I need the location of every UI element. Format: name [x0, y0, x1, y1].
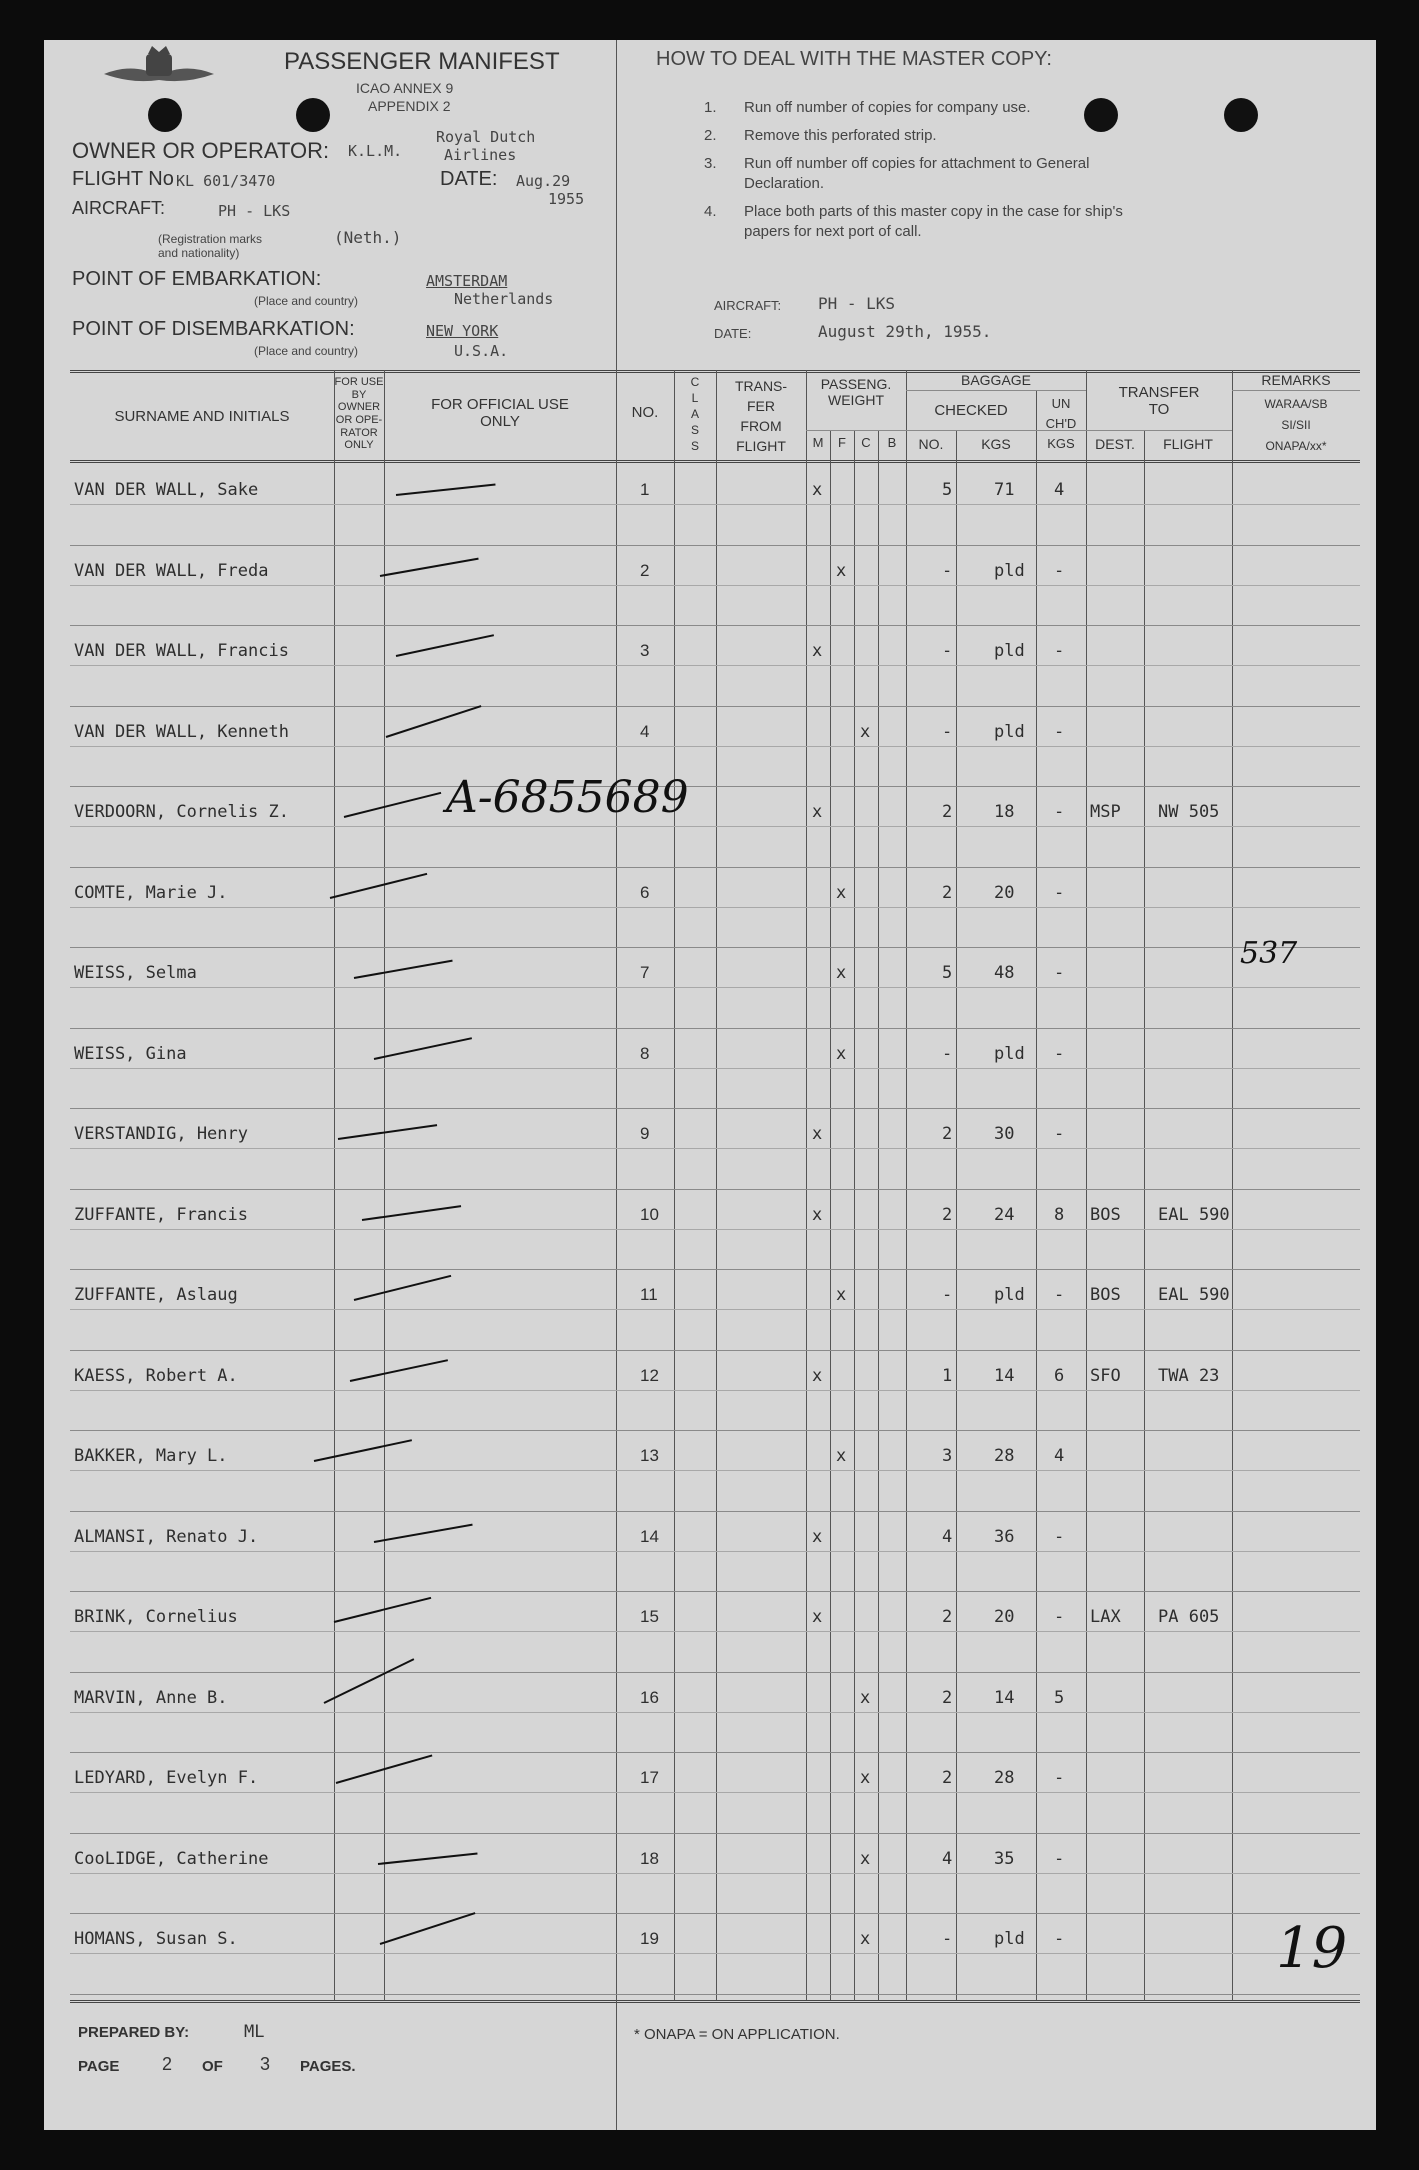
- operator-label: OWNER OR OPERATOR:: [72, 138, 330, 163]
- unchecked-kgs: -: [1054, 1607, 1065, 1627]
- baggage-count: 4: [942, 1526, 953, 1547]
- aircraft-nationality: (Neth.): [334, 228, 402, 247]
- operator-value: K.L.M.: [348, 142, 403, 160]
- passenger-number: 16: [640, 1687, 659, 1707]
- baggage-kgs: 14: [994, 1365, 1015, 1386]
- operator-value-3: Airlines: [444, 146, 517, 164]
- passenger-name: CooLIDGE, Catherine: [74, 1848, 269, 1869]
- row-divider: [70, 1752, 1360, 1753]
- unchecked-kgs: -: [1054, 963, 1065, 983]
- col-header-bag-no: NO.: [918, 436, 944, 452]
- prepared-by-value: ML: [244, 2022, 265, 2042]
- unchecked-kgs: 4: [1054, 480, 1065, 500]
- page-of-value: 3: [260, 2054, 271, 2074]
- passenger-count-annotation: 19: [1276, 1916, 1348, 1981]
- row-subdivider: [70, 1068, 1360, 1069]
- unchecked-kgs: 5: [1054, 1687, 1065, 1708]
- transfer-flight: PA 605: [1158, 1607, 1220, 1627]
- unchecked-kgs: 8: [1054, 1204, 1065, 1225]
- flight-label: FLIGHT No: [72, 168, 174, 190]
- official-initial-mark: [354, 1275, 452, 1301]
- appendix-label: APPENDIX 2: [368, 98, 451, 114]
- weight-c: x: [860, 1848, 871, 1869]
- weight-m: x: [812, 1365, 823, 1386]
- row-divider: [70, 1511, 1360, 1512]
- row-subdivider: [70, 987, 1360, 988]
- baggage-kgs: 14: [994, 1687, 1015, 1708]
- col-header-remarks: REMARKS: [1261, 372, 1331, 388]
- date-year: 1955: [548, 190, 585, 208]
- header-divider: [616, 40, 617, 350]
- official-initial-mark: [334, 1597, 432, 1623]
- baggage-kgs: 71: [994, 480, 1015, 500]
- table-top-rule: [70, 370, 1360, 373]
- row-subdivider: [70, 1631, 1360, 1632]
- unchecked-kgs: -: [1054, 1526, 1065, 1547]
- baggage-kgs: 20: [994, 882, 1015, 903]
- passenger-name: WEISS, Gina: [74, 1043, 187, 1064]
- baggage-count: 3: [942, 1446, 953, 1466]
- col-divider-remarks: [1232, 370, 1233, 2000]
- passenger-number: 4: [640, 721, 650, 741]
- official-initial-mark: [330, 872, 428, 898]
- official-initial-mark: [362, 1205, 461, 1221]
- official-initial-mark: [396, 634, 494, 657]
- col-header-kgs: KGS: [981, 436, 1011, 452]
- row-divider: [70, 625, 1360, 626]
- baggage-count: -: [942, 721, 953, 742]
- baggage-count: 2: [942, 882, 953, 903]
- transfer-dest: BOS: [1090, 1204, 1121, 1225]
- baggage-count: 2: [942, 1607, 953, 1627]
- flight-value: KL 601/3470: [176, 172, 276, 190]
- row-divider: [70, 1108, 1360, 1109]
- row-divider: [70, 947, 1360, 948]
- remarks-subrule: [1232, 390, 1360, 391]
- weight-m: x: [812, 802, 823, 822]
- baggage-count: -: [942, 1929, 953, 1949]
- klm-crown-logo: [94, 44, 224, 104]
- col-divider-unchd: [1036, 390, 1037, 2000]
- row-subdivider: [70, 1148, 1360, 1149]
- official-initial-mark: [386, 705, 482, 738]
- row-subdivider: [70, 907, 1360, 908]
- row-subdivider: [70, 1792, 1360, 1793]
- unchecked-kgs: -: [1054, 882, 1065, 903]
- unchecked-kgs: 6: [1054, 1365, 1065, 1386]
- row-divider: [70, 786, 1360, 787]
- form-title: PASSENGER MANIFEST: [284, 48, 560, 75]
- col-header-flight: FLIGHT: [1163, 436, 1213, 452]
- passenger-number: 9: [640, 1124, 650, 1143]
- baggage-kgs: 30: [994, 1124, 1015, 1144]
- col-header-class: C L A S S: [690, 375, 700, 453]
- unchecked-kgs: -: [1054, 1285, 1065, 1305]
- operator-value-2: Royal Dutch: [436, 128, 536, 146]
- row-divider: [70, 1833, 1360, 1834]
- instruction-1: 1. Run off number of copies for company use.: [704, 99, 1031, 116]
- col-header-no: NO.: [631, 404, 659, 421]
- official-initial-mark: [380, 557, 479, 576]
- embark-country: Netherlands: [454, 290, 554, 308]
- weight-c: x: [860, 1929, 871, 1949]
- unchecked-kgs: -: [1054, 641, 1065, 661]
- row-divider: [70, 1350, 1360, 1351]
- row-subdivider: [70, 1712, 1360, 1713]
- baggage-kgs: 48: [994, 963, 1015, 983]
- baggage-kgs: 18: [994, 802, 1015, 822]
- col-header-unchd: UN CH'D KGS: [1045, 396, 1077, 451]
- row-divider: [70, 867, 1360, 868]
- page-of-label: OF: [202, 2058, 223, 2075]
- passenger-number: 3: [640, 641, 650, 660]
- unchecked-kgs: -: [1054, 721, 1065, 742]
- official-initial-mark: [314, 1439, 412, 1462]
- official-initial-mark: [354, 960, 453, 979]
- table-bottom-rule: [70, 2000, 1360, 2003]
- weight-m: x: [812, 641, 823, 661]
- col-header-official: FOR OFFICIAL USE ONLY: [431, 396, 569, 431]
- instructions-title: HOW TO DEAL WITH THE MASTER COPY:: [656, 48, 1052, 70]
- prepared-by-label: PREPARED BY:: [78, 2024, 190, 2041]
- table-header-rule: [70, 460, 1360, 463]
- official-initial-mark: [378, 1852, 478, 1864]
- transfer-dest: MSP: [1090, 802, 1121, 822]
- embark-place-note: (Place and country): [254, 294, 359, 308]
- col-header-baggage: BAGGAGE: [960, 372, 1032, 388]
- manifest-document: [44, 40, 1376, 2130]
- baggage-count: -: [942, 1285, 953, 1305]
- col-divider-transfer-from: [716, 370, 717, 2000]
- weight-f: x: [836, 1446, 847, 1466]
- instruction-3: 3. Run off number off copies for attachment to General: [704, 155, 1090, 172]
- official-initial-mark: [380, 1912, 476, 1945]
- instruction-4-cont: papers for next port of call.: [744, 223, 922, 240]
- weight-m: x: [812, 1124, 823, 1144]
- weight-f: x: [836, 882, 847, 903]
- unchecked-kgs: -: [1054, 560, 1065, 581]
- baggage-kgs: 36: [994, 1526, 1015, 1547]
- baggage-kgs: pld: [994, 641, 1025, 661]
- row-divider: [70, 1672, 1360, 1673]
- col-divider-passeng: [806, 370, 807, 2000]
- official-initial-mark: [344, 792, 442, 818]
- disembark-place-note: (Place and country): [254, 344, 359, 358]
- col-header-foruse: FOR USE BY OWNER OR OPE- RATOR ONLY: [334, 376, 384, 452]
- row-divider: [70, 1430, 1360, 1431]
- page-label: PAGE: [78, 2058, 120, 2075]
- baggage-kgs: 28: [994, 1446, 1015, 1466]
- baggage-count: 5: [942, 480, 953, 500]
- col-header-dest: DEST.: [1095, 436, 1135, 452]
- passenger-name: KAESS, Robert A.: [74, 1365, 238, 1386]
- col-header-b: B: [887, 435, 897, 450]
- row-subdivider: [70, 1953, 1360, 1954]
- aircraft-label: AIRCRAFT:: [72, 198, 166, 218]
- transfer-flight: EAL 590: [1158, 1285, 1230, 1305]
- row-subdivider: [70, 1309, 1360, 1310]
- passenger-name: LEDYARD, Evelyn F.: [74, 1768, 259, 1788]
- registration-note-2: and nationality): [158, 246, 240, 260]
- baggage-count: -: [942, 641, 953, 661]
- official-initial-mark: [374, 1523, 473, 1542]
- weight-c: x: [860, 721, 871, 742]
- transfer-dest: LAX: [1090, 1607, 1121, 1627]
- passenger-number: 13: [640, 1446, 659, 1465]
- passenger-name: ALMANSI, Renato J.: [74, 1526, 259, 1547]
- unchecked-kgs: -: [1054, 1124, 1065, 1144]
- passenger-number: 15: [640, 1607, 659, 1626]
- col-divider-official: [384, 370, 385, 2000]
- onapa-note: * ONAPA = ON APPLICATION.: [634, 2026, 840, 2043]
- official-initial-mark: [374, 1037, 472, 1060]
- baggage-kgs: pld: [994, 560, 1025, 581]
- row-subdivider: [70, 746, 1360, 747]
- weight-f: x: [836, 963, 847, 983]
- row-subdivider: [70, 1873, 1360, 1874]
- official-initial-mark: [396, 484, 496, 496]
- transfer-flight: NW 505: [1158, 802, 1220, 822]
- passenger-name: WEISS, Selma: [74, 963, 197, 983]
- passenger-number: 1: [640, 480, 650, 499]
- baggage-kgs: pld: [994, 721, 1025, 742]
- row-divider: [70, 545, 1360, 546]
- row-divider: [70, 1028, 1360, 1029]
- instr-aircraft-value: PH - LKS: [818, 294, 896, 313]
- passenger-name: BAKKER, Mary L.: [74, 1446, 228, 1466]
- baggage-kgs: pld: [994, 1929, 1025, 1949]
- unchecked-kgs: -: [1054, 1929, 1065, 1949]
- passenger-number: 14: [640, 1526, 659, 1546]
- page-value: 2: [162, 2054, 173, 2074]
- aircraft-value: PH - LKS: [218, 202, 291, 220]
- passenger-number: 11: [640, 1285, 658, 1304]
- date-label: DATE:: [440, 168, 498, 190]
- transfer-flight: EAL 590: [1158, 1204, 1230, 1225]
- col-header-passeng: PASSENG. WEIGHT: [820, 376, 892, 409]
- passenger-number: 6: [640, 882, 650, 902]
- row-subdivider: [70, 1390, 1360, 1391]
- row-divider: [70, 1269, 1360, 1270]
- passenger-name: VAN DER WALL, Freda: [74, 560, 269, 581]
- col-header-surname: SURNAME AND INITIALS: [114, 408, 290, 425]
- passenger-name: VAN DER WALL, Francis: [74, 641, 289, 661]
- weight-f: x: [836, 1285, 847, 1305]
- weight-f: x: [836, 1043, 847, 1064]
- instr-aircraft-label: AIRCRAFT:: [714, 298, 782, 313]
- embark-value: AMSTERDAM: [426, 272, 508, 290]
- baggage-count: 4: [942, 1848, 953, 1869]
- row-subdivider: [70, 585, 1360, 586]
- baggage-kgs: 20: [994, 1607, 1015, 1627]
- col-divider-class: [674, 370, 675, 2000]
- weight-c: x: [860, 1687, 871, 1708]
- col-header-transfer-to: TRANSFER TO: [1118, 384, 1200, 419]
- row-divider: [70, 1189, 1360, 1190]
- passenger-number: 7: [640, 963, 650, 982]
- passenger-name: VERDOORN, Cornelis Z.: [74, 802, 289, 822]
- row-subdivider: [70, 1551, 1360, 1552]
- passenger-name: ZUFFANTE, Francis: [74, 1204, 248, 1225]
- weight-c: x: [860, 1768, 871, 1788]
- footer-divider: [616, 2000, 617, 2130]
- unchecked-kgs: -: [1054, 1768, 1065, 1788]
- passenger-name: ZUFFANTE, Aslaug: [74, 1285, 238, 1305]
- row-divider: [70, 1591, 1360, 1592]
- weight-m: x: [812, 1204, 823, 1225]
- baggage-count: 2: [942, 802, 953, 822]
- baggage-count: 1: [942, 1365, 953, 1386]
- unchecked-kgs: -: [1054, 802, 1065, 822]
- date-value: Aug.29: [516, 172, 571, 190]
- official-initial-mark: [324, 1658, 415, 1704]
- baggage-count: -: [942, 1043, 953, 1064]
- baggage-count: -: [942, 560, 953, 581]
- weight-m: x: [812, 480, 823, 500]
- passenger-number: 18: [640, 1848, 659, 1868]
- passenger-name: COMTE, Marie J.: [74, 882, 228, 903]
- baggage-kgs: 35: [994, 1848, 1015, 1869]
- row-subdivider: [70, 1470, 1360, 1471]
- col-divider-foruse: [334, 370, 335, 2000]
- baggage-kgs: 28: [994, 1768, 1015, 1788]
- col-header-f: F: [838, 435, 846, 450]
- instr-date-value: August 29th, 1955.: [818, 322, 992, 341]
- passenger-name: VAN DER WALL, Kenneth: [74, 721, 289, 742]
- transfer-dest: SFO: [1090, 1365, 1121, 1386]
- passenger-name: VERSTANDIG, Henry: [74, 1124, 248, 1144]
- passenger-name: MARVIN, Anne B.: [74, 1687, 228, 1708]
- row-divider: [70, 1913, 1360, 1914]
- transfer-flight: TWA 23: [1158, 1365, 1220, 1386]
- row-divider: [70, 706, 1360, 707]
- baggage-count: 5: [942, 963, 953, 983]
- passenger-number: 10: [640, 1204, 659, 1224]
- checked-subrule: [806, 430, 1232, 431]
- visa-number-annotation: A-6855689: [446, 772, 689, 823]
- col-header-remarks-sub: WARAA/SB SI/SII ONAPA/xx*: [1264, 397, 1328, 453]
- unchecked-kgs: 4: [1054, 1446, 1065, 1466]
- row-divider: [70, 1994, 1360, 1995]
- col-divider-baggage: [906, 370, 907, 2000]
- weight-m: x: [812, 1526, 823, 1547]
- col-header-c: C: [861, 435, 871, 450]
- passenger-number: 17: [640, 1768, 659, 1787]
- instructions-list: [704, 98, 1364, 242]
- baggage-kgs: pld: [994, 1043, 1025, 1064]
- official-initial-mark: [338, 1124, 437, 1140]
- weight-m: x: [812, 1607, 823, 1627]
- passenger-name: VAN DER WALL, Sake: [74, 480, 259, 500]
- baggage-kgs: pld: [994, 1285, 1025, 1305]
- disembark-country: U.S.A.: [454, 342, 509, 360]
- registration-note: (Registration marks: [158, 232, 263, 246]
- col-header-m: M: [812, 435, 824, 450]
- baggage-kgs: 24: [994, 1204, 1015, 1225]
- embark-label: POINT OF EMBARKATION:: [72, 268, 322, 290]
- col-header-checked: CHECKED: [934, 402, 1008, 419]
- unchecked-kgs: -: [1054, 1848, 1065, 1869]
- instruction-3-cont: Declaration.: [744, 175, 825, 192]
- passenger-number: 19: [640, 1929, 659, 1948]
- baggage-count: 2: [942, 1124, 953, 1144]
- disembark-value: NEW YORK: [426, 322, 499, 340]
- disembark-label: POINT OF DISEMBARKATION:: [72, 318, 355, 340]
- col-divider-transfer-to: [1086, 370, 1087, 2000]
- baggage-subrule: [906, 390, 1086, 391]
- transfer-dest: BOS: [1090, 1285, 1121, 1305]
- baggage-count: 2: [942, 1204, 953, 1225]
- annex-label: ICAO ANNEX 9: [356, 80, 454, 96]
- passenger-name: HOMANS, Susan S.: [74, 1929, 238, 1949]
- instr-date-label: DATE:: [714, 326, 752, 341]
- row-subdivider: [70, 826, 1360, 827]
- passenger-name: BRINK, Cornelius: [74, 1607, 238, 1627]
- passenger-number: 12: [640, 1365, 659, 1385]
- remark-537: 537: [1240, 936, 1298, 971]
- passenger-number: 2: [640, 560, 650, 580]
- instruction-2: 2. Remove this perforated strip.: [704, 127, 937, 144]
- col-header-transfer-from: TRANS- FER FROM FLIGHT: [734, 378, 788, 454]
- row-subdivider: [70, 1229, 1360, 1230]
- weight-f: x: [836, 560, 847, 581]
- pages-label: PAGES.: [300, 2058, 356, 2075]
- unchecked-kgs: -: [1054, 1043, 1065, 1064]
- row-subdivider: [70, 665, 1360, 666]
- official-initial-mark: [350, 1359, 448, 1382]
- punch-hole-left-2: [296, 98, 330, 132]
- instruction-4: 4. Place both parts of this master copy in the case for ship's: [704, 203, 1123, 220]
- passenger-number: 8: [640, 1043, 650, 1063]
- baggage-count: 2: [942, 1687, 953, 1708]
- row-subdivider: [70, 504, 1360, 505]
- baggage-count: 2: [942, 1768, 953, 1788]
